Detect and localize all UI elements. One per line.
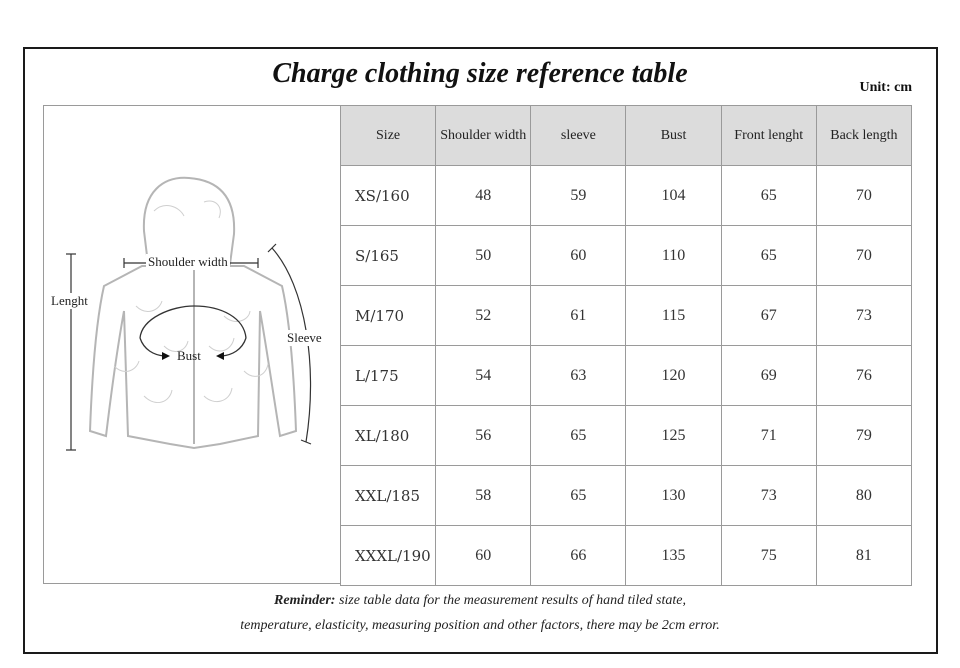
cell-front-length: 73 [721,466,816,526]
unit-label: Unit: cm [859,80,912,95]
cell-sleeve: 63 [531,346,626,406]
cell-back-length: 70 [816,166,911,226]
cell-size: XXXL/190 [341,526,436,586]
header-shoulder-width: Shoulder width [436,106,531,166]
cell-front-length: 67 [721,286,816,346]
reminder-text-2: temperature, elasticity, measuring position and other factors, there may be 2cm error. [240,618,720,633]
cell-bust: 125 [626,406,721,466]
cell-front-length: 65 [721,166,816,226]
cell-size: XXL/185 [341,466,436,526]
cell-sleeve: 60 [531,226,626,286]
table-row [341,466,912,526]
table-header-row [341,106,912,166]
reminder-text-1: size table data for the measurement results of hand tiled state, [338,593,686,608]
bust-label: Bust [177,348,201,363]
table-row [341,526,912,586]
header-back-length: Back length [816,106,911,166]
cell-bust: 115 [626,286,721,346]
table-row [341,346,912,406]
header-sleeve: sleeve [531,106,626,166]
cell-bust: 130 [626,466,721,526]
cell-size: XS/160 [341,166,436,226]
cell-front-length: 71 [721,406,816,466]
header-size: Size [341,106,436,166]
table-row [341,286,912,346]
cell-bust: 135 [626,526,721,586]
reminder-label: Reminder: [274,593,336,608]
cell-size: XL/180 [341,406,436,466]
cell-back-length: 79 [816,406,911,466]
sleeve-label: Sleeve [287,330,322,345]
table-row [341,226,912,286]
cell-front-length: 75 [721,526,816,586]
cell-bust: 110 [626,226,721,286]
jacket-figure [43,105,341,584]
cell-back-length: 73 [816,286,911,346]
cell-shoulder-width: 48 [436,166,531,226]
cell-sleeve: 65 [531,406,626,466]
cell-sleeve: 65 [531,466,626,526]
hood-outline [144,178,234,264]
cell-shoulder-width: 60 [436,526,531,586]
cell-bust: 120 [626,346,721,406]
header-front-length: Front lenght [721,106,816,166]
cell-sleeve: 59 [531,166,626,226]
cell-back-length: 76 [816,346,911,406]
cell-back-length: 81 [816,526,911,586]
size-table [340,105,912,586]
table-row [341,166,912,226]
cell-shoulder-width: 50 [436,226,531,286]
cell-sleeve: 66 [531,526,626,586]
reminder-line-1 [0,593,960,609]
cell-size: M/170 [341,286,436,346]
cell-shoulder-width: 52 [436,286,531,346]
cell-shoulder-width: 58 [436,466,531,526]
page-title: Charge clothing size reference table [272,58,688,89]
header-bust: Bust [626,106,721,166]
cell-shoulder-width: 56 [436,406,531,466]
cell-back-length: 70 [816,226,911,286]
cell-front-length: 69 [721,346,816,406]
cell-sleeve: 61 [531,286,626,346]
table-row [341,406,912,466]
cell-front-length: 65 [721,226,816,286]
length-label: Lenght [51,293,88,308]
cell-shoulder-width: 54 [436,346,531,406]
cell-bust: 104 [626,166,721,226]
cell-size: L/175 [341,346,436,406]
reminder-line-2 [0,618,960,634]
shoulder-width-label: Shoulder width [148,254,228,269]
cell-size: S/165 [341,226,436,286]
cell-back-length: 80 [816,466,911,526]
